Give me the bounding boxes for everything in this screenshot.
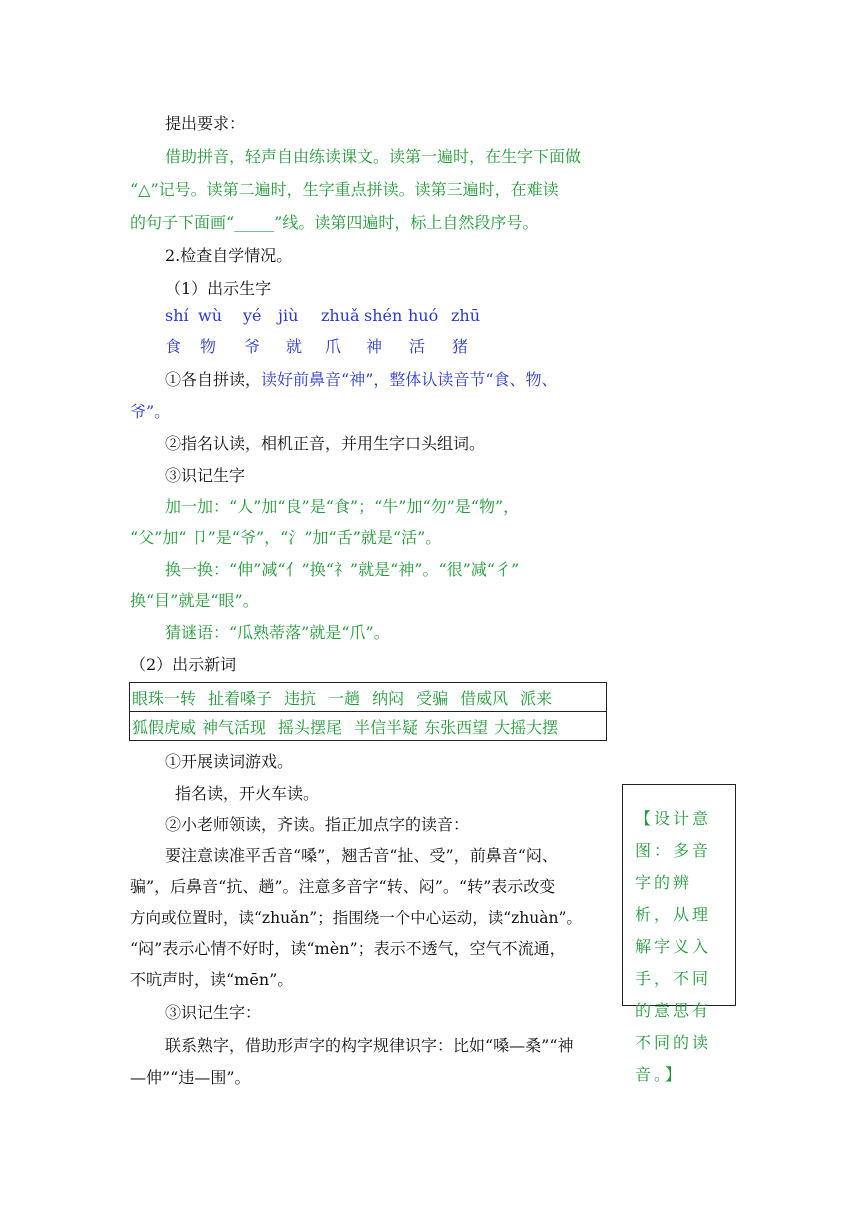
hanzi-row bbox=[0, 337, 860, 357]
text-line: 骗”，后鼻音“抗、趟”。注意多音字“转、闷”。“转”表示改变 bbox=[130, 877, 556, 896]
word: 半信半疑 bbox=[354, 717, 419, 737]
text-line: 方向或位置时，读“zhuǎn”；指围绕一个中心运动，读“zhuàn”。 bbox=[130, 909, 582, 927]
text-line: “△”记号。读第二遍时，生字重点拼读。读第三遍时，在难读 bbox=[130, 180, 559, 199]
text-line: ②小老师领读，齐读。指正加点字的读音： bbox=[165, 815, 470, 834]
design-intent-note: 【设计意图：多音字的辨析，从理解字义入手，不同的意思有不同的读音。】 bbox=[622, 784, 736, 1006]
text-line: 爷”。 bbox=[130, 402, 171, 421]
table-row bbox=[130, 712, 607, 741]
text-line: ②指名认读，相机正音，并用生字口头组词。 bbox=[165, 434, 486, 453]
table-row bbox=[130, 683, 607, 712]
pinyin: huó bbox=[408, 306, 439, 325]
table-cell bbox=[130, 683, 607, 712]
word: 摇头摆尾 bbox=[278, 717, 343, 737]
pinyin: jiù bbox=[278, 306, 299, 325]
word: 受骗 bbox=[416, 688, 449, 708]
word: 狐假虎威 bbox=[132, 717, 197, 737]
hanzi: 爷 bbox=[244, 337, 261, 356]
word: 大摇大摆 bbox=[494, 717, 559, 737]
text-line: 换一换：“伸”减“亻”换“礻”就是“神”。“很”减“彳” bbox=[165, 560, 520, 579]
pinyin-row bbox=[0, 306, 860, 326]
hanzi: 食 bbox=[165, 337, 182, 356]
text-line: 猜谜语：“瓜熟蒂落”就是“爪”。 bbox=[165, 623, 390, 642]
text-line: —伸”“违—围”。 bbox=[130, 1068, 251, 1087]
word: 神气活现 bbox=[202, 717, 267, 737]
text-line: （2）出示新词 bbox=[130, 655, 237, 674]
table-cell bbox=[130, 712, 607, 741]
hanzi: 神 bbox=[366, 337, 383, 356]
hanzi: 就 bbox=[286, 337, 303, 356]
pinyin: zhū bbox=[451, 306, 481, 325]
word: 违抗 bbox=[284, 688, 317, 708]
text-line: 提出要求： bbox=[165, 114, 246, 133]
text-span: 读好前鼻音“神”，整体认读音节“食、物、 bbox=[261, 370, 558, 389]
hanzi: 活 bbox=[409, 337, 426, 356]
text-line: 换“目”就是“眼”。 bbox=[130, 591, 259, 610]
text-line: ③识记生字 bbox=[165, 466, 246, 485]
word: 扯着嗓子 bbox=[208, 688, 273, 708]
text-line: 指名读，开火车读。 bbox=[175, 784, 320, 803]
text-line: “闷”表示心情不好时，读“mèn”；表示不透气，空气不流通， bbox=[130, 939, 566, 958]
pinyin: wù bbox=[198, 306, 222, 325]
text-line: ①开展读词游戏。 bbox=[165, 752, 294, 771]
word: 眼珠一转 bbox=[132, 688, 197, 708]
hanzi: 爪 bbox=[325, 337, 342, 356]
hanzi: 物 bbox=[200, 337, 217, 356]
new-words-table bbox=[129, 682, 607, 741]
text-line: 要注意读准平舌音“嗓”，翘舌音“扯、受”，前鼻音“闷、 bbox=[165, 846, 558, 865]
text-line: 2.检查自学情况。 bbox=[165, 246, 293, 265]
pinyin: shí bbox=[165, 306, 189, 325]
pinyin: yé bbox=[243, 306, 262, 325]
text-line: 加一加：“人”加“良”是“食”；“牛”加“勿”是“物”， bbox=[165, 497, 520, 516]
text-line: 的句子下面画“_____”线。读第四遍时，标上自然段序号。 bbox=[130, 213, 539, 232]
word: 东张西望 bbox=[424, 717, 489, 737]
word: 派来 bbox=[520, 688, 553, 708]
text-span: ①各自拼读， bbox=[165, 370, 262, 389]
text-line: 联系熟字，借助形声字的构字规律识字：比如“嗓—桑”“神 bbox=[165, 1036, 574, 1055]
text-line: 不吭声时，读“mēn”。 bbox=[130, 970, 294, 989]
word: 借威风 bbox=[460, 688, 509, 708]
word: 一趟 bbox=[328, 688, 361, 708]
text-line: ③识记生字： bbox=[165, 1003, 262, 1022]
text-line: （1）出示生字 bbox=[165, 279, 272, 298]
hanzi: 猪 bbox=[452, 337, 469, 356]
text-line: 借助拼音，轻声自由练读课文。读第一遍时，在生字下面做 bbox=[165, 147, 582, 166]
text-line bbox=[165, 370, 558, 390]
text-line: “父”加“ 卩”是“爷”，“氵”加“舌”就是“活”。 bbox=[130, 528, 442, 547]
pinyin: shén bbox=[364, 306, 403, 325]
pinyin: zhuǎ bbox=[321, 306, 360, 325]
word: 纳闷 bbox=[372, 688, 405, 708]
